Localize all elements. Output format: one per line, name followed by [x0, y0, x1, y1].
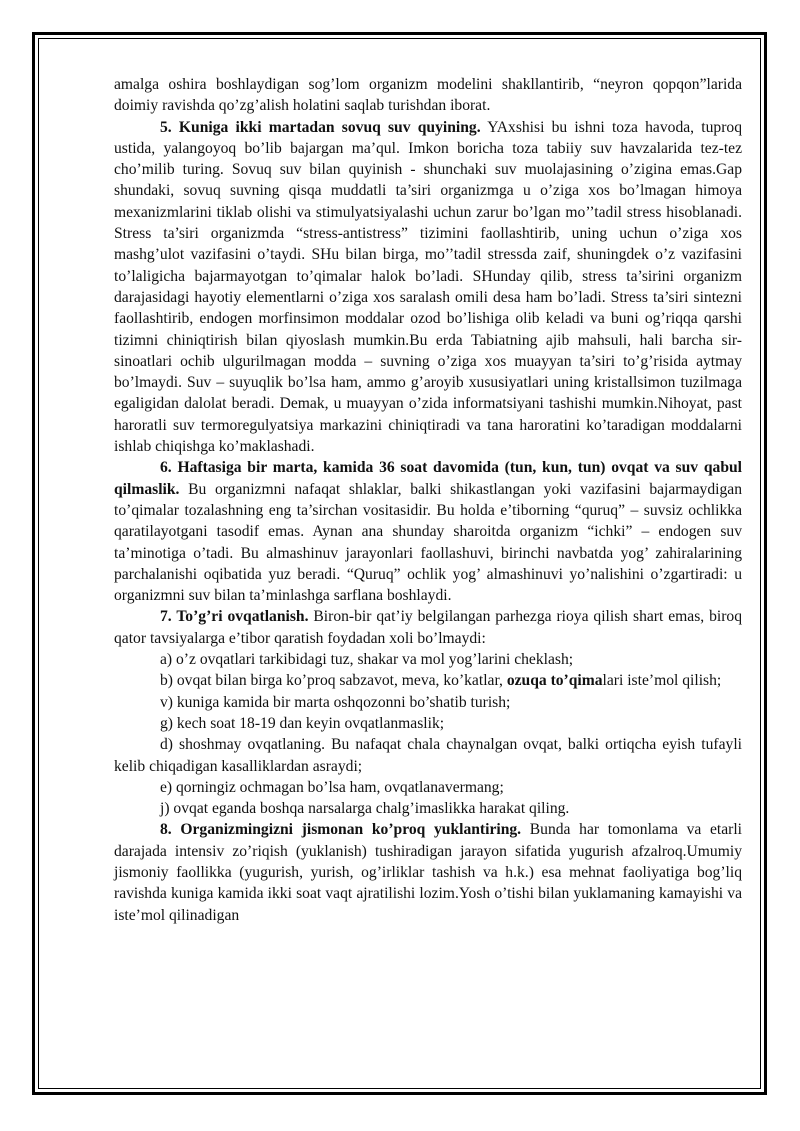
list-item-a: a) o’z ovqatlari tarkibidagi tuz, shakar va mol yog’larini cheklash;	[160, 651, 574, 669]
list-item-e: e) qorningiz ochmagan bo’lsa ham, ovqatlanavermang;	[160, 778, 504, 796]
heading-nutrition: 7. To’g’ri ovqatlanish.	[160, 608, 309, 626]
heading-physical-load: 8. Organizmingizni jismonan ko’proq yuklantiring.	[160, 821, 522, 839]
paragraph-continuation: amalga oshira boshlaydigan sog’lom organizm modelini shakllantirib, “neyron qopqon”larida doimiy ravishda qo’zg’alish holatini saqlab turishdan iborat.	[114, 76, 742, 115]
paragraph-nutrition: 7. To’g’ri ovqatlanish. Biron-bir qat’iy belgilangan parhezga rioya qilish shart emas, biroq qator tavsiyalarga e’tibor qaratish foydadan xoli bo’lmaydi:	[114, 608, 742, 647]
list-item-g: g) kech soat 18-19 dan keyin ovqatlanmaslik;	[160, 714, 445, 732]
document-body	[114, 74, 742, 926]
heading-fasting: 6. Haftasiga bir marta, kamida 36 soat davomida (tun, kun, tun) ovqat va suv qabul qilmaslik.	[114, 459, 742, 498]
paragraph-fasting: 6. Haftasiga bir marta, kamida 36 soat davomida (tun, kun, tun) ovqat va suv qabul qilmaslik. Bu organizmni nafaqat shlaklar, balki shikastlangan yoki vazifasini bajarmaydigan to’qimalar tozalashning eng ta’sirchan vositasidir. Bu holda e’tiborning “quruq” – suvsiz ochlikka qaratilayotgani tasodif emas. Aynan ana shunday sharoitda organizm “ichki” – endogen suv ta’minotiga o’tadi. Bu almashinuv jarayonlari faollashuvi, birinchi navbatda yog’ zahiralarining parchalanishi oqibatida yuz beradi. “Quruq” ochlik yog’ almashinuvi yo’nalishini o’zgartiradi: u organizmni suv bilan ta’minlashga sarflana boshlaydi.	[114, 459, 742, 605]
list-item-v: v) kuniga kamida bir marta oshqozonni bo’shatib turish;	[160, 693, 511, 711]
paragraph-cold-water: 5. Kuniga ikki martadan sovuq suv quyining. YAxshisi bu ishni toza havoda, tuproq ustida, yalangoyoq bo’lib bajargan ma’qul. Imkon boricha toza tabiiy suv havzalarida tez-tez cho’milib turing. Sovuq suv bilan quyinish - shunchaki suv muolajasining o’zigina emas.Gap shundaki, sovuq suvning qisqa muddatli ta’siri organizmga u o’ziga xos bo’lmagan himoya mexanizmlarini tiklab olishi va stimulyatsiyalashi uchun zarur bo’lgan mo’’tadil stress hisoblanadi. Stress ta’siri organizmda “stress-antistress” tizimini faollashtirib, uning uchun o’ziga xos mashg’ulot vazifasini o’taydi. SHu bilan birga, mo’’tadil stressda zaif, shuningdek o’z vazifasini to’laligicha bajarmayotgan to’qimalar halok bo’ladi. SHunday qilib, stress ta’sirini organizm darajasidagi hayotiy elementlarni o’ziga xos saralash omili desa ham bo’ladi. Stress ta’siri sintezni faollashtirib, endogen morfinsimon moddalar ozod bo’lishiga olib keladi va buni og’riqqa qarshi tizimni chiniqtirish bilan qiyoslash mumkin.Bu erda Tabiatning ajib mahsuli, hali barcha sir-sinoatlari ochib ulgurilmagan modda – suvning o’ziga xos muayyan ta’siri to’g’risida aytmay bo’lmaydi. Suv – suyuqlik bo’lsa ham, ammo g’aroyib xususiyatlari uning kristallsimon tuzilmaga egaligidan dalolat beradi. Demak, u muayyan o’zida informatsiyani tashishi mumkin.Nihoyat, past haroratli suv termoregulyatsiya markazini chiniqtiradi va tana haroratini ko’taradigan moddalarni ishlab chiqishga ko’maklashadi.	[114, 118, 742, 456]
list-item-j: j) ovqat eganda boshqa narsalarga chalg’imaslikka harakat qiling.	[160, 800, 570, 818]
list-item-b: b) ovqat bilan birga ko’proq sabzavot, meva, ko’katlar, ozuqa to’qimalari iste’mol qilish;	[160, 672, 722, 690]
heading-cold-water: 5. Kuniga ikki martadan sovuq suv quyining.	[160, 118, 481, 136]
list-item-d: d) shoshmay ovqatlaning. Bu nafaqat chala chaynalgan ovqat, balki ortiqcha eyish tufayli kelib chiqadigan kasalliklardan asraydi;	[114, 736, 742, 775]
paragraph-physical-load: 8. Organizmingizni jismonan ko’proq yuklantiring. Bunda har tomonlama va etarli darajada intensiv zo’riqish (yuklanish) tushiradigan jarayon sifatida yugurish afzalroq.Umumiy jismoniy faollikka (yugurish, yurish, og’irliklar tashish va h.k.) esa mehnat faoliyatiga bog’liq ravishda kuniga kamida ikki soat vaqt ajratilishi lozim.Yosh o’tishi bilan yuklamaning kamayishi va iste’mol qilinadigan	[114, 821, 742, 924]
